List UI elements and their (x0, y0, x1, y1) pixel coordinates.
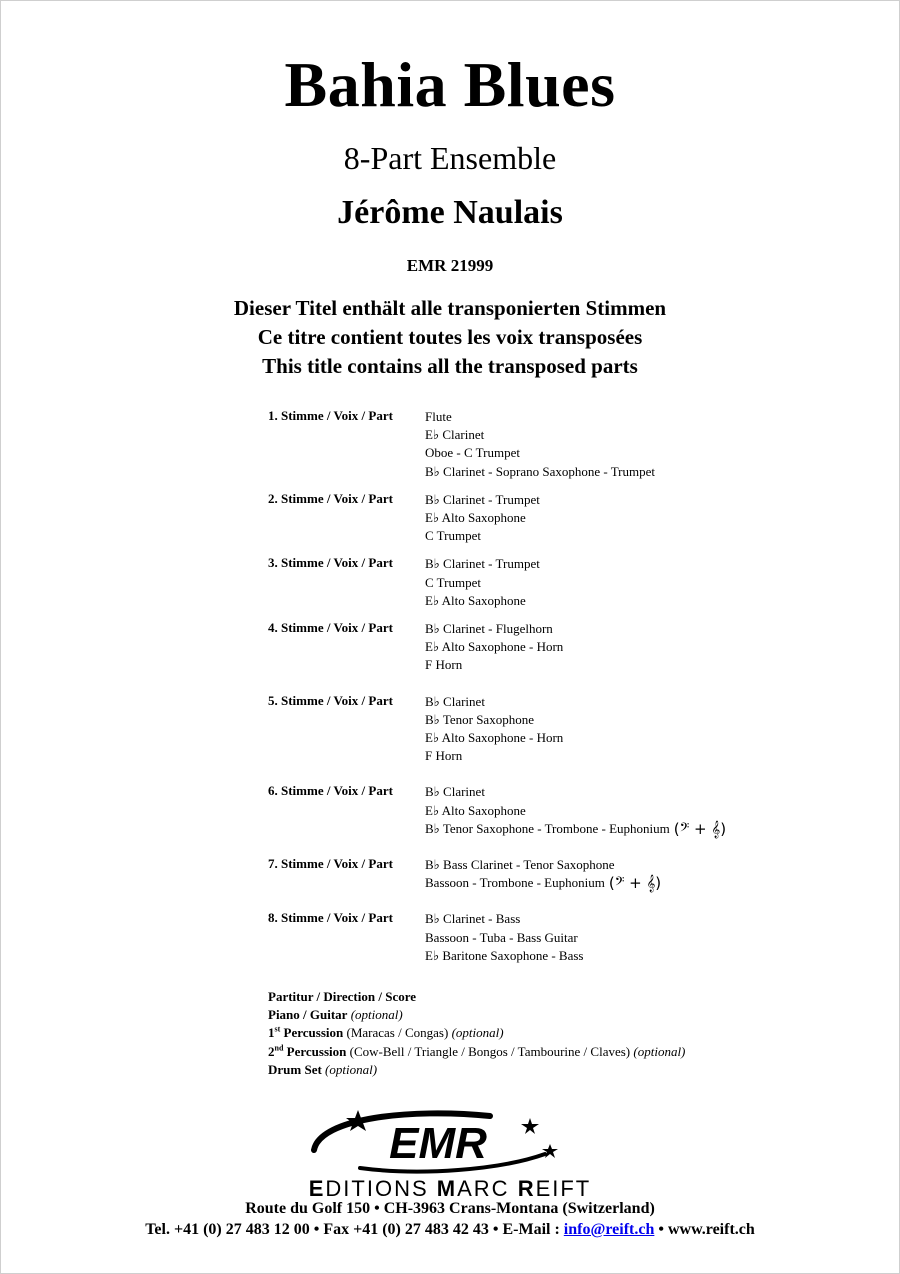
contact-prefix: Tel. +41 (0) 27 483 12 00 • Fax +41 (0) 27 483 42 43 • E-Mail : (145, 1221, 564, 1238)
extras-list (268, 988, 685, 1079)
note-french: Ce titre contient toutes les voix transposées (257, 325, 643, 349)
instrument-name: F Horn (425, 748, 463, 764)
logo-star-icon (521, 1118, 539, 1134)
instrument-name: E♭ Alto Saxophone - Horn (425, 730, 564, 746)
percussion1-detail: (Maracas / Congas) (346, 1025, 449, 1041)
instrument-item (425, 620, 828, 638)
percussion2-line (268, 1043, 685, 1061)
instrument-name: B♭ Clarinet - Flugelhorn (425, 621, 553, 637)
instrument-item (425, 747, 828, 765)
instrument-name: B♭ Clarinet (425, 784, 485, 800)
instrument-item (425, 874, 828, 892)
score-label: Partitur / Direction / Score (268, 989, 417, 1004)
brand-word: EIFT (535, 1176, 592, 1201)
drum-line (268, 1061, 685, 1079)
part-label: 3. Stimme / Voix / Part (268, 555, 393, 571)
ordinal-suffix: nd (274, 1043, 284, 1053)
part-2 (268, 491, 828, 546)
instrument-item (425, 693, 828, 711)
instrument-item (425, 638, 828, 656)
note-german: Dieser Titel enthält alle transponierten Stimmen (233, 296, 667, 320)
publisher-brand (0, 1176, 900, 1202)
optional-tag: (optional) (451, 1025, 504, 1041)
brand-word: DITIONS (325, 1176, 429, 1201)
instrument-name: B♭ Bass Clarinet - Tenor Saxophone (425, 857, 615, 873)
instrument-list (425, 693, 828, 766)
instrument-name: B♭ Tenor Saxophone (425, 711, 534, 727)
composer-name: Jérôme Naulais (337, 194, 563, 231)
optional-tag: (optional) (325, 1061, 378, 1077)
drum-label: Drum Set (268, 1061, 322, 1077)
instrument-item (425, 947, 828, 965)
part-5 (268, 693, 828, 766)
instrument-item (425, 509, 828, 527)
piano-line (268, 1006, 685, 1024)
part-label: 1. Stimme / Voix / Part (268, 408, 393, 423)
part-label: 7. Stimme / Voix / Part (268, 856, 393, 872)
instrument-name: B♭ Tenor Saxophone - Trombone - Euphonium (425, 820, 670, 836)
instrument-name: Flute (425, 409, 452, 424)
subtitle: 8-Part Ensemble (343, 140, 557, 176)
instrument-name: B♭ Clarinet - Trumpet (425, 491, 540, 507)
instrument-name: Bassoon - Tuba - Bass Guitar (425, 929, 578, 945)
part-1 (268, 408, 828, 481)
instrument-list (425, 555, 828, 610)
instrument-name: E♭ Alto Saxophone (425, 802, 526, 818)
instrument-item (425, 783, 828, 801)
instrument-item (425, 463, 828, 481)
part-8 (268, 910, 828, 965)
optional-tag: (optional) (633, 1043, 686, 1059)
logo-text: EMR (389, 1119, 487, 1168)
part-7 (268, 856, 828, 892)
instrument-list (425, 620, 828, 675)
instrument-item (425, 426, 828, 444)
catalog-number: EMR 21999 (406, 256, 494, 275)
part-label: 2. Stimme / Voix / Part (268, 490, 393, 506)
note-english: This title contains all the transposed parts (262, 354, 638, 378)
ordinal: 2 (268, 1043, 275, 1059)
piano-label: Piano / Guitar (268, 1007, 348, 1023)
percussion1-line (268, 1024, 685, 1042)
instrument-name: C Trumpet (425, 528, 481, 544)
instrument-name: E♭ Clarinet (425, 427, 485, 443)
parts-list (268, 408, 828, 965)
instrument-item (425, 820, 828, 838)
percussion2-label (268, 1044, 346, 1059)
emr-logo (300, 1106, 570, 1176)
publisher-address: Route du Golf 150 • CH-3963 Crans-Montana (Switzerland) (245, 1200, 655, 1217)
instrument-list (425, 783, 828, 838)
instrument-name: E♭ Alto Saxophone - Horn (425, 639, 564, 655)
contact-suffix: • www.reift.ch (654, 1221, 755, 1238)
instrument-item (425, 856, 828, 874)
instrument-name: B♭ Clarinet - Trumpet (425, 556, 540, 572)
instrument-item (425, 555, 828, 573)
part-4 (268, 620, 828, 675)
instrument-name: B♭ Clarinet (425, 693, 485, 709)
instrument-name: F Horn (425, 657, 463, 673)
part-label: 8. Stimme / Voix / Part (268, 910, 393, 926)
email-link[interactable]: info@reift.ch (563, 1221, 655, 1238)
part-label: 6. Stimme / Voix / Part (268, 783, 393, 799)
brand-initial: E (308, 1176, 326, 1201)
instrument-name: E♭ Alto Saxophone (425, 510, 526, 526)
optional-tag: (optional) (350, 1007, 403, 1023)
instrument-item (425, 656, 828, 674)
page-title: Bahia Blues (284, 49, 616, 120)
instrument-list (425, 491, 828, 546)
instrument-item (425, 910, 828, 928)
instrument-item (425, 802, 828, 820)
clef-icon: (𝄢 + 𝄞) (608, 874, 662, 893)
percussion-word: Percussion (283, 1025, 344, 1041)
instrument-item (425, 408, 828, 426)
instrument-item (425, 444, 828, 462)
part-label: 5. Stimme / Voix / Part (268, 692, 393, 708)
percussion-word: Percussion (286, 1043, 347, 1059)
instrument-list (425, 408, 828, 481)
instrument-name: Oboe - C Trumpet (425, 445, 520, 461)
ordinal: 1 (268, 1025, 275, 1041)
instrument-name: C Trumpet (425, 574, 481, 590)
percussion1-label (268, 1025, 343, 1040)
instrument-name: E♭ Alto Saxophone (425, 592, 526, 608)
instrument-item (425, 592, 828, 610)
clef-icon: (𝄢 + 𝄞) (673, 819, 727, 838)
instrument-item (425, 711, 828, 729)
instrument-name: B♭ Clarinet - Soprano Saxophone - Trumpet (425, 463, 656, 479)
instrument-name: B♭ Clarinet - Bass (425, 911, 521, 927)
part-3 (268, 555, 828, 610)
instrument-name: E♭ Baritone Saxophone - Bass (425, 947, 584, 963)
instrument-name: Bassoon - Trombone - Euphonium (425, 875, 605, 891)
instrument-list (425, 856, 828, 892)
ordinal-suffix: st (274, 1025, 281, 1035)
part-6 (268, 783, 828, 838)
instrument-item (425, 929, 828, 947)
part-label: 4. Stimme / Voix / Part (268, 620, 393, 636)
percussion2-detail: (Cow-Bell / Triangle / Bongos / Tambourine / Claves) (349, 1043, 631, 1059)
brand-initial: M (436, 1176, 458, 1201)
instrument-item (425, 574, 828, 592)
instrument-item (425, 729, 828, 747)
brand-initial: R (517, 1176, 536, 1201)
logo-star-icon (346, 1110, 370, 1131)
instrument-list (425, 910, 828, 965)
instrument-item (425, 491, 828, 509)
brand-word: ARC (457, 1176, 510, 1201)
instrument-item (425, 527, 828, 545)
publisher-contact (0, 1221, 900, 1239)
